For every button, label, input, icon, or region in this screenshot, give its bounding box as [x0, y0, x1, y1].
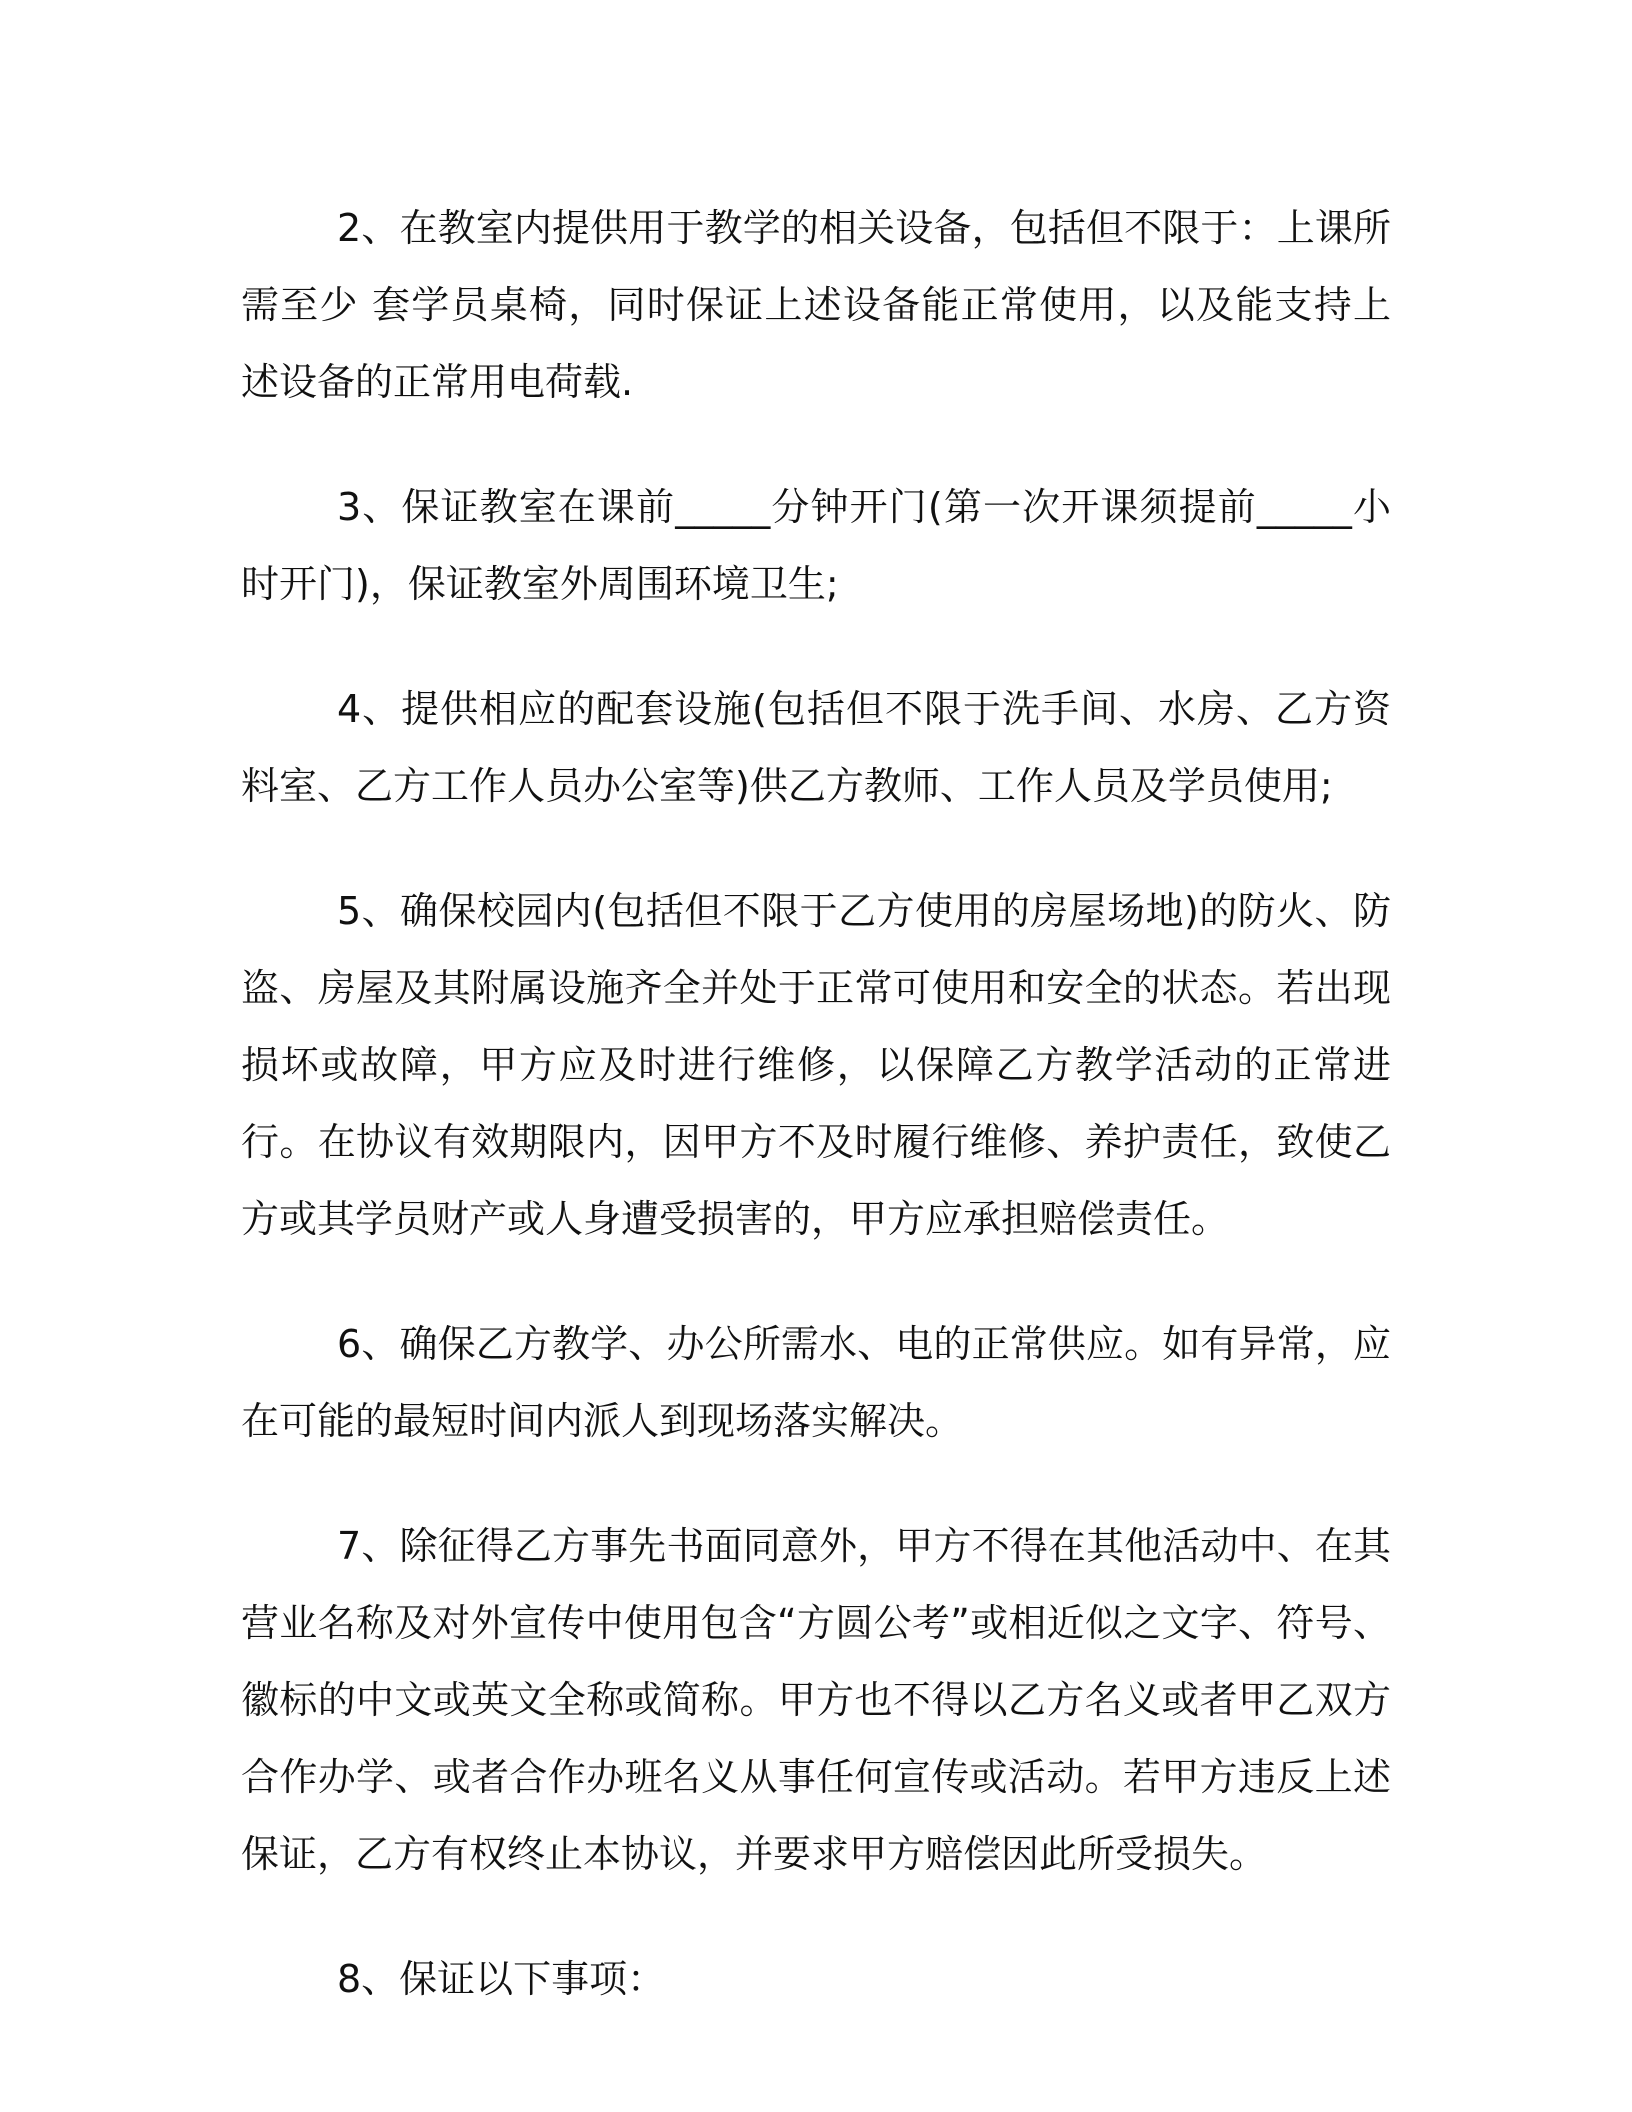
- clause-2-paragraph: 2、在教室内提供用于教学的相关设备，包括但不限于：上课所需至少 套学员桌椅，同时保证上述设备能正常使用，以及能支持上述设备的正常用电荷载.: [241, 206, 1391, 404]
- clause-3-paragraph: 3、保证教室在课前_____分钟开门(第一次开课须提前_____小时开门)，保证教室外周围环境卫生;: [241, 485, 1391, 606]
- clause-8-paragraph: 8、保证以下事项：: [337, 1957, 666, 2001]
- document-page: [241, 190, 1391, 2018]
- clause-7-paragraph: 7、除征得乙方事先书面同意外，甲方不得在其他活动中、在其营业名称及对外宣传中使用包含“方圆公考”或相近似之文字、符号、徽标的中文或英文全称或简称。甲方也不得以乙方名义或者甲乙双方合作办学、或者合作办班名义从事任何宣传或活动。若甲方违反上述保证，乙方有权终止本协议，并要求甲方赔偿因此所受损失。: [241, 1524, 1391, 1876]
- clause-5-paragraph: 5、确保校园内(包括但不限于乙方使用的房屋场地)的防火、防盗、房屋及其附属设施齐全并处于正常可使用和安全的状态。若出现损坏或故障，甲方应及时进行维修，以保障乙方教学活动的正常进行。在协议有效期限内，因甲方不及时履行维修、养护责任，致使乙方或其学员财产或人身遭受损害的，甲方应承担赔偿责任。: [241, 889, 1391, 1241]
- clause-6-paragraph: 6、确保乙方教学、办公所需水、电的正常供应。如有异常，应在可能的最短时间内派人到现场落实解决。: [241, 1322, 1391, 1443]
- clause-4-paragraph: 4、提供相应的配套设施(包括但不限于洗手间、水房、乙方资料室、乙方工作人员办公室等)供乙方教师、工作人员及学员使用;: [241, 687, 1391, 808]
